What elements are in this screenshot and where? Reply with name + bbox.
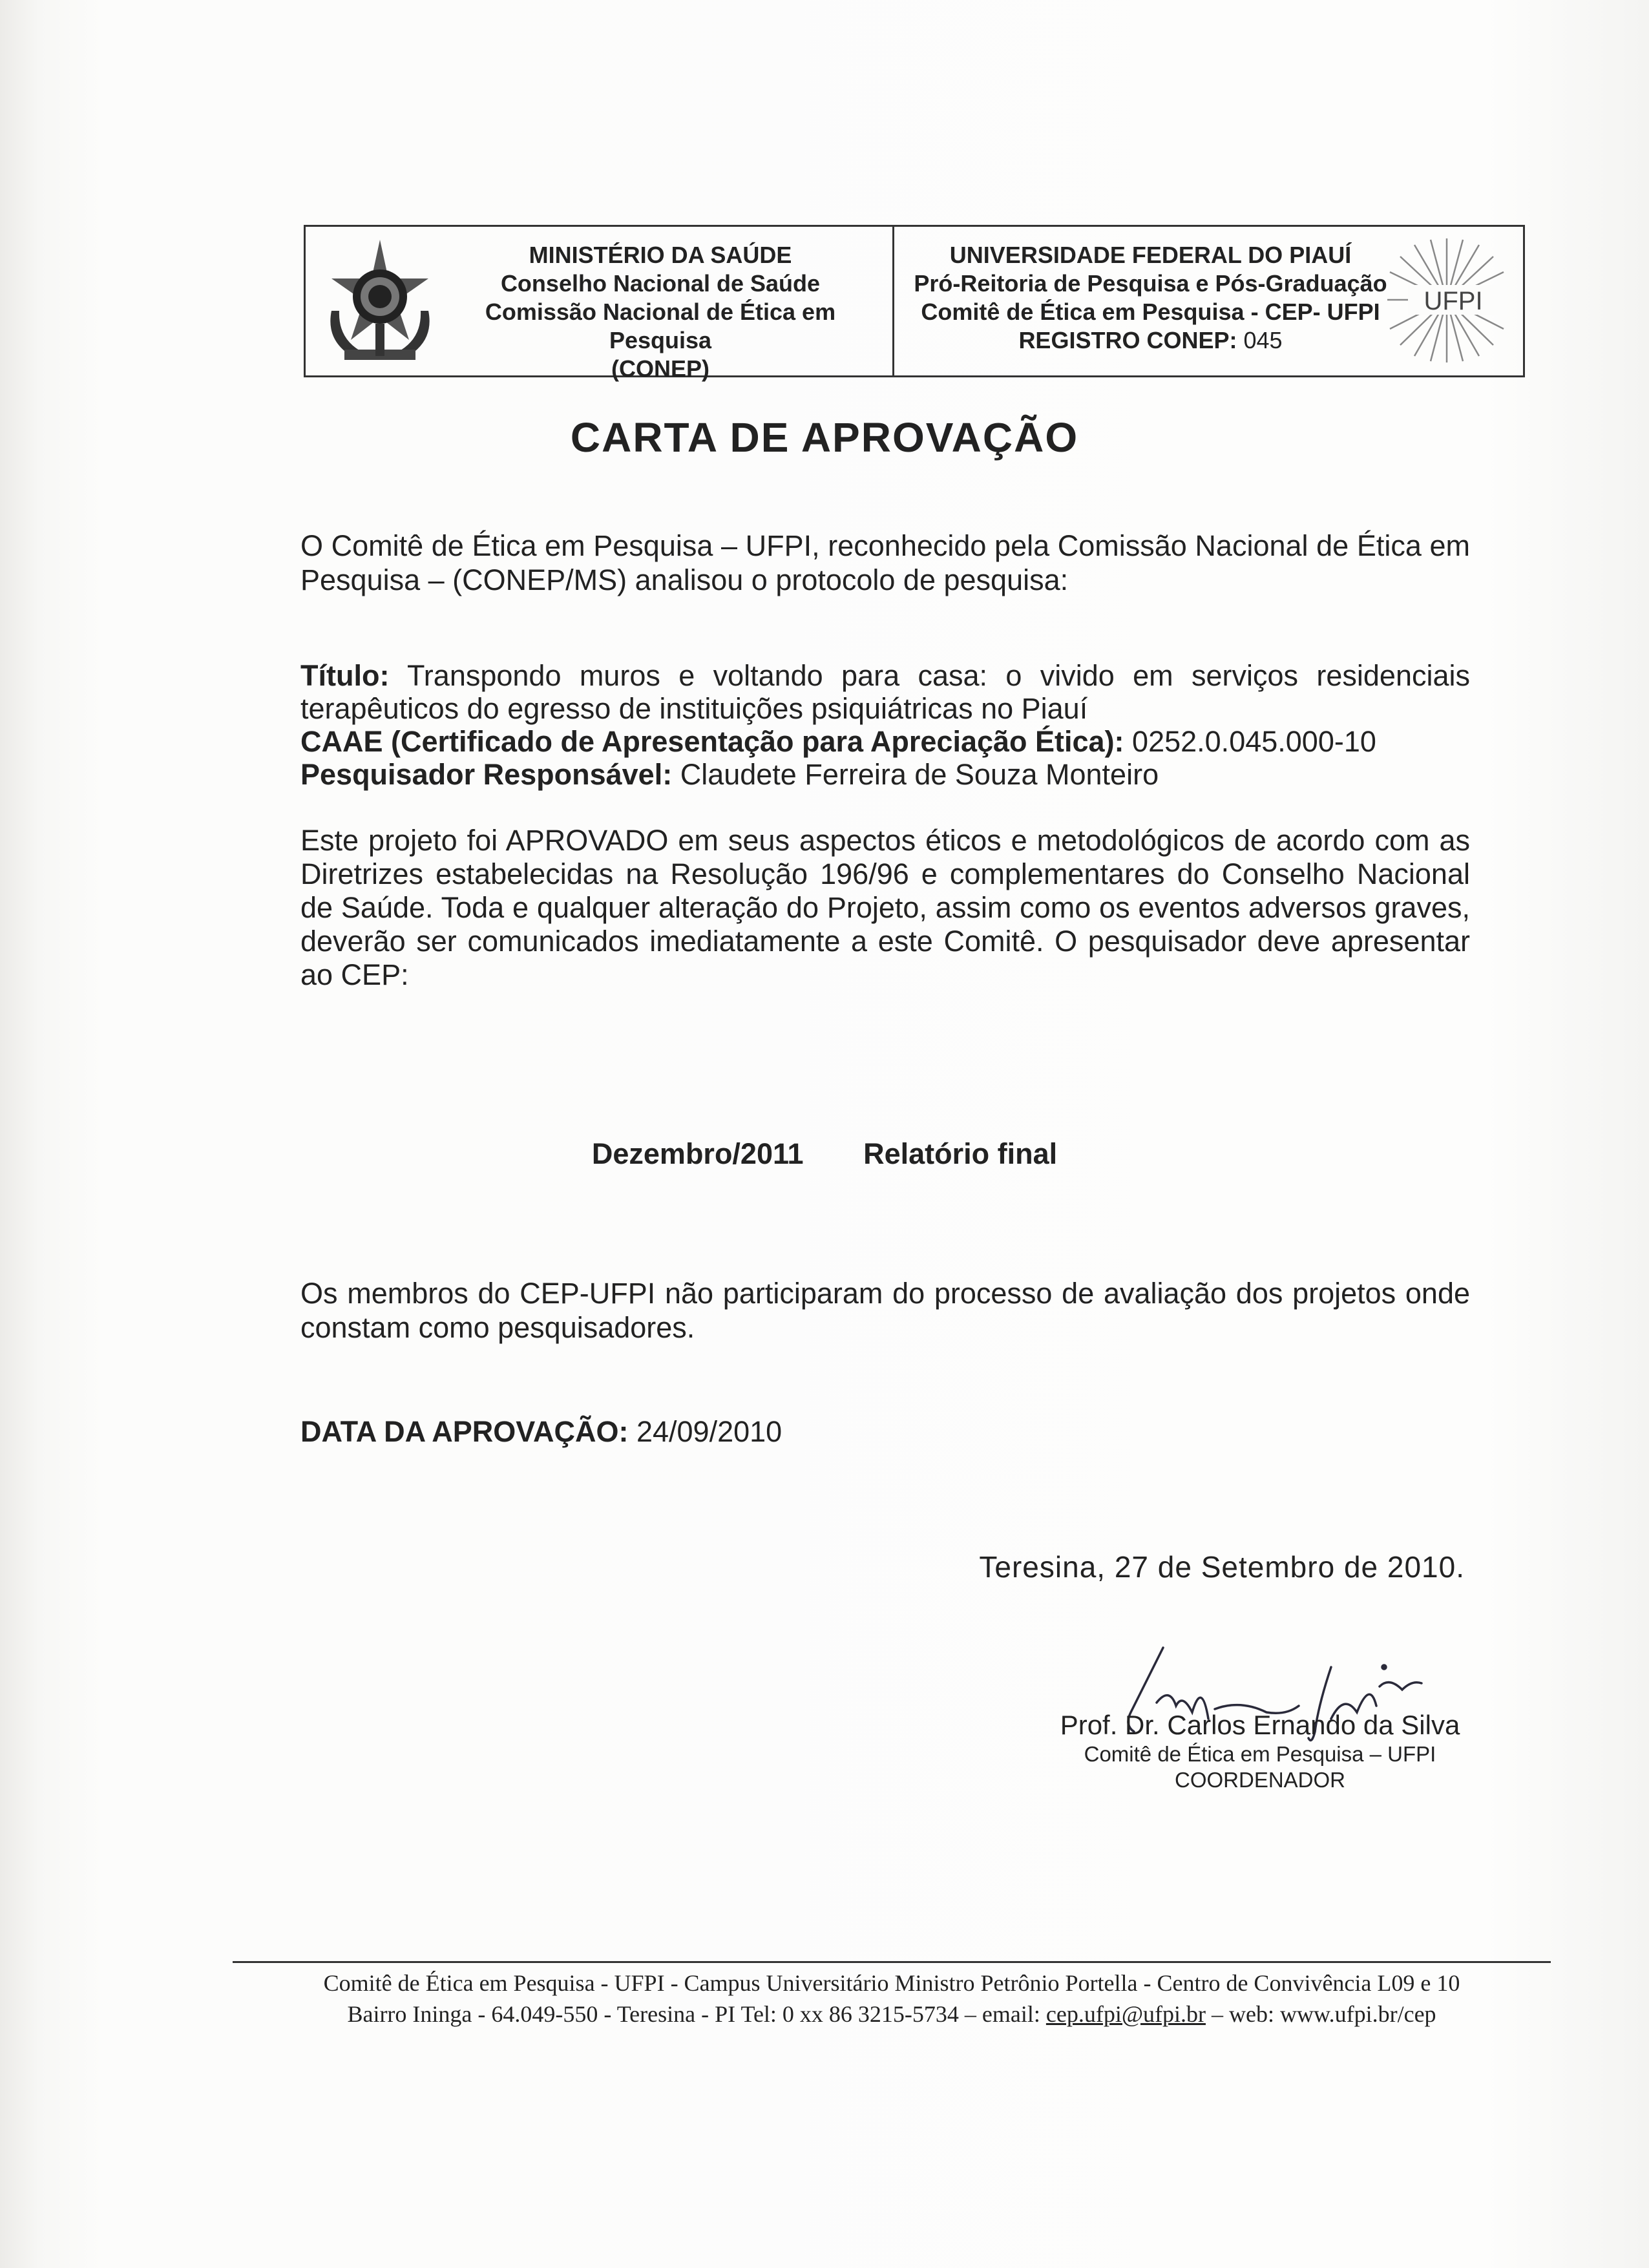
ufpi-logo-text: UFPI (1423, 287, 1483, 315)
brazil-coat-of-arms-icon (319, 233, 441, 369)
signer-role: COORDENADOR (1174, 1768, 1346, 1792)
approval-paragraph: Este projeto foi APROVADO em seus aspectos éticos e metodológicos de acordo com as Diretrizes estabelecidas na Resolução 196/96 e complementares do Conselho Nacional de Saúde. Toda e qualquer alteração do Projeto, assim como os eventos adversos graves, deverão ser comunicados imediatamente a este Comitê. O pesquisador deve apresentar ao CEP: (300, 824, 1470, 991)
university-line-4: REGISTRO CONEP: 045 (1018, 327, 1283, 353)
place-and-date: Teresina, 27 de Setembro de 2010. (979, 1550, 1465, 1584)
signature-block (1034, 1709, 1486, 1793)
university-line-1: UNIVERSIDADE FEDERAL DO PIAUÍ (949, 242, 1352, 268)
approval-date: DATA DA APROVAÇÃO: 24/09/2010 (300, 1415, 782, 1448)
page-title: CARTA DE APROVAÇÃO (570, 414, 1079, 461)
ministry-line-1: MINISTÉRIO DA SAÚDE (529, 242, 792, 268)
footer-divider (233, 1961, 1551, 1963)
schedule-date: Dezembro/2011 (591, 1137, 804, 1170)
ministry-line-3: Comissão Nacional de Ética em Pesquisa (485, 299, 836, 353)
ministry-text (435, 241, 886, 383)
footer (233, 1968, 1551, 2030)
signer-name: Prof. Dr. Carlos Ernando da Silva (1060, 1710, 1460, 1740)
university-text (894, 241, 1407, 355)
university-line-2: Pró-Reitoria de Pesquisa e Pós-Graduação (914, 270, 1387, 297)
ministry-line-4: (CONEP) (611, 355, 709, 382)
letterhead-university (894, 227, 1523, 375)
ministry-line-2: Conselho Nacional de Saúde (500, 270, 821, 297)
footer-address: Comitê de Ética em Pesquisa - UFPI - Campus Universitário Ministro Petrônio Portella - Centro de Convivência L09 e 10 (323, 1970, 1460, 1996)
schedule-item: Relatório final (863, 1137, 1058, 1170)
members-paragraph: Os membros do CEP-UFPI não participaram do processo de avaliação dos projetos onde constam como pesquisadores. (300, 1277, 1470, 1344)
signer-committee: Comitê de Ética em Pesquisa – UFPI (1084, 1742, 1436, 1766)
ufpi-sunburst-logo-icon (1382, 232, 1511, 368)
report-schedule (0, 1137, 1649, 1171)
protocol-details (300, 659, 1470, 791)
letterhead (304, 225, 1525, 382)
protocol-title: Título: Transpondo muros e voltando para casa: o vivido em serviços residenciais terapêuticos do egresso de instituições psiquiátricas no Piauí (300, 659, 1470, 725)
protocol-researcher: Pesquisador Responsável: Claudete Ferreira de Souza Monteiro (300, 758, 1159, 791)
footer-contact: Bairro Ininga - 64.049-550 - Teresina - PI Tel: 0 xx 86 3215-5734 – email: cep.ufpi@ufpi.br – web: www.ufpi.br/cep (347, 2001, 1436, 2027)
footer-email-link[interactable]: cep.ufpi@ufpi.br (1045, 2001, 1206, 2027)
letterhead-ministry (306, 227, 894, 382)
protocol-caae: CAAE (Certificado de Apresentação para Apreciação Ética): 0252.0.045.000-10 (300, 725, 1376, 758)
intro-paragraph: O Comitê de Ética em Pesquisa – UFPI, reconhecido pela Comissão Nacional de Ética em Pesquisa – (CONEP/MS) analisou o protocolo de pesquisa: (300, 529, 1470, 596)
university-line-3: Comitê de Ética em Pesquisa - CEP- UFPI (921, 299, 1380, 325)
